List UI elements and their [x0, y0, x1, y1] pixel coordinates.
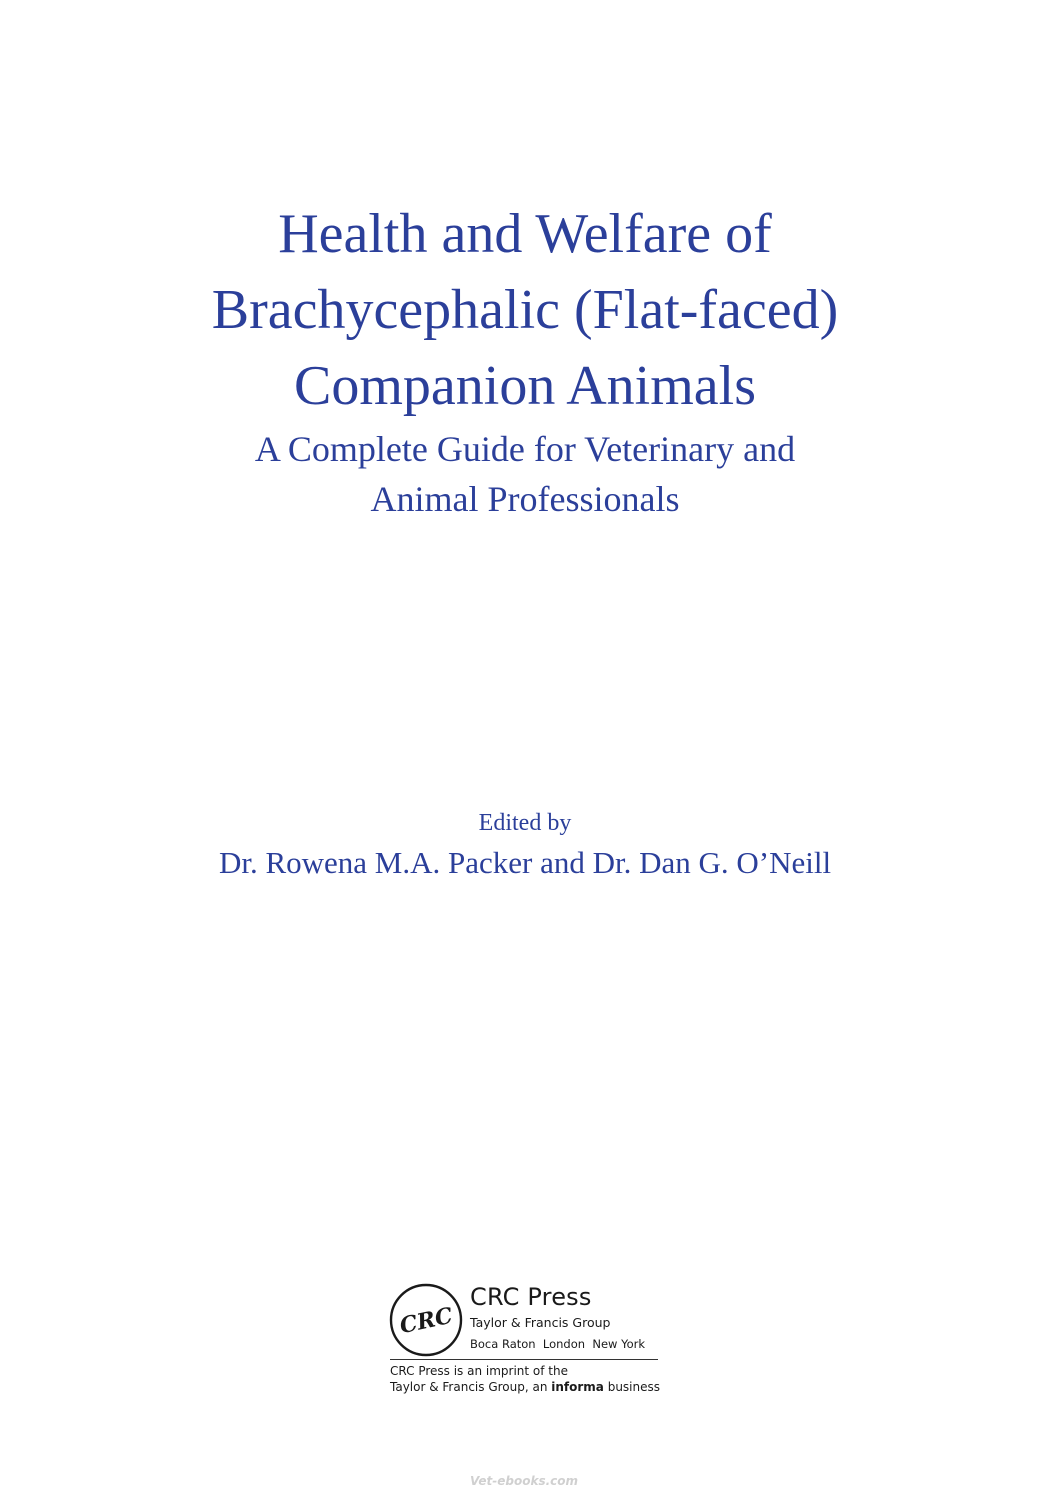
book-title-line-1: Health and Welfare of [278, 203, 772, 265]
publisher-group: Taylor & Francis Group [470, 1315, 611, 1330]
book-title-block [0, 196, 1050, 524]
edited-by-label: Edited by [478, 810, 572, 836]
imprint-informa: informa [551, 1380, 604, 1394]
crc-logo-text: CRC [397, 1302, 455, 1340]
editor-names: Dr. Rowena M.A. Packer and Dr. Dan G. O’Neill [218, 845, 832, 880]
book-title-line-3: Companion Animals [294, 355, 756, 417]
publisher-divider [390, 1359, 658, 1360]
imprint-line-2-suffix: business [603, 1380, 661, 1394]
editors-block [0, 808, 1050, 884]
publisher-block [388, 1282, 660, 1402]
book-subtitle-line-2: Animal Professionals [370, 479, 680, 519]
imprint-line-2-prefix: Taylor & Francis Group, an [390, 1380, 552, 1394]
publisher-name: CRC Press [470, 1283, 592, 1311]
book-title-line-2: Brachycephalic (Flat-faced) [211, 279, 839, 341]
crc-press-logo [388, 1282, 464, 1358]
publisher-cities: Boca Raton London New York [470, 1337, 646, 1351]
book-subtitle-line-1: A Complete Guide for Veterinary and [254, 429, 796, 469]
imprint-text [390, 1363, 660, 1395]
imprint-line-1: CRC Press is an imprint of the [390, 1364, 568, 1378]
watermark-text: Vet-ebooks.com [470, 1474, 579, 1488]
